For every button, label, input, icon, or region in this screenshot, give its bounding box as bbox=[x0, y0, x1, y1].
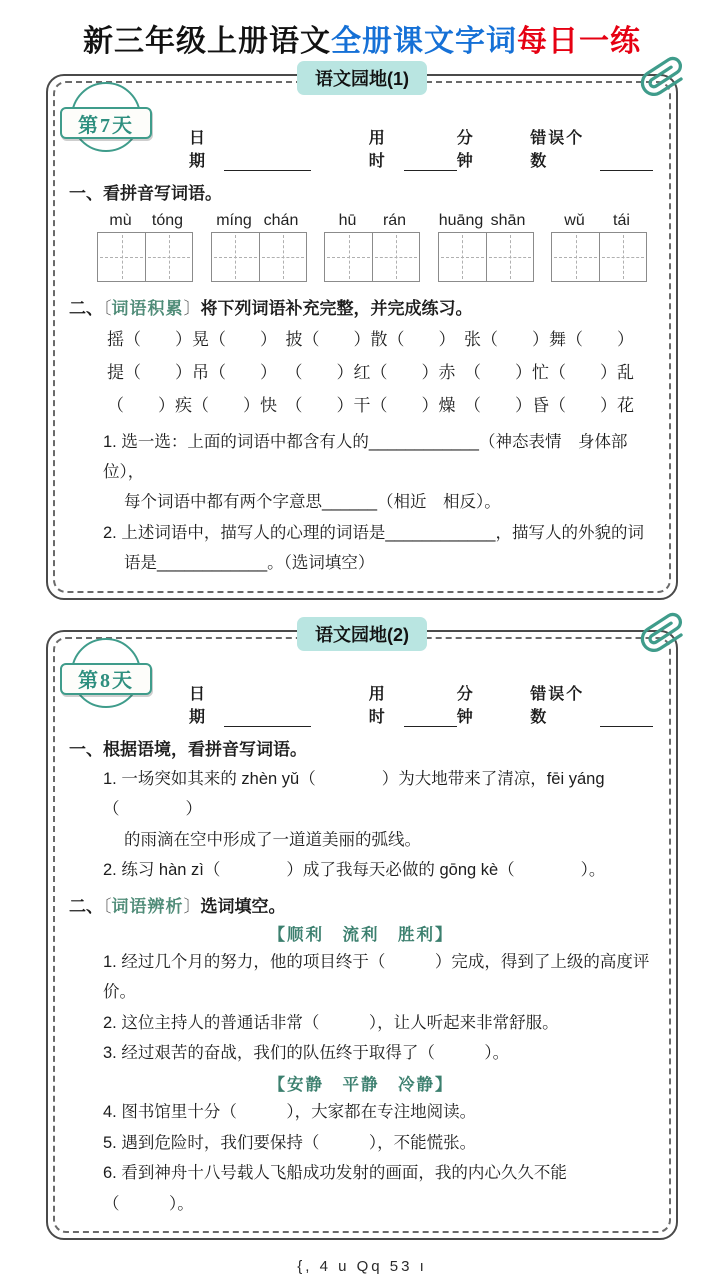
p2-item-2 bbox=[103, 855, 651, 886]
day-badge-label: 第7天 bbox=[60, 107, 152, 139]
bracket-open: 〔 bbox=[103, 299, 112, 318]
page-title-red: 每日一练 bbox=[517, 25, 641, 58]
writing-cell bbox=[98, 233, 145, 281]
paperclip-icon bbox=[636, 50, 691, 105]
errors-blank-line bbox=[600, 709, 653, 727]
question-line: 2. 上述词语中，描写人的心理的词语是____________，描写人的外貌的词 bbox=[103, 524, 644, 543]
page-title bbox=[0, 16, 724, 60]
section-tag: 词语辨析 bbox=[111, 896, 184, 916]
word-row bbox=[107, 389, 643, 422]
word-choice-group-2: 【安静 平静 冷静】 bbox=[268, 1074, 454, 1094]
panel2-inner-border bbox=[53, 637, 671, 1233]
section-number: 二、 bbox=[69, 299, 103, 318]
word-row bbox=[107, 356, 643, 389]
pinyin-word-group bbox=[97, 212, 193, 282]
p1-section2-title bbox=[69, 294, 653, 319]
pinyin-syllable: wǔ bbox=[564, 212, 585, 229]
word-item: （ ）红（ ）赤 bbox=[285, 363, 456, 383]
page-footer-text: {, 4 u Qq 53 ı bbox=[297, 1258, 427, 1275]
day-badge-label: 第8天 bbox=[60, 663, 152, 695]
p2-section2-title bbox=[69, 892, 653, 917]
p2-group1-items bbox=[103, 947, 651, 1069]
pinyin-syllable: tái bbox=[613, 212, 630, 229]
errors-label: 错误个数 bbox=[530, 130, 585, 170]
writing-cell bbox=[259, 233, 306, 281]
section-title-text: 将下列词语补充完整，并完成练习。 bbox=[200, 299, 473, 318]
question-line: 语是____________。（选词填空） bbox=[124, 554, 375, 573]
section-number: 二、 bbox=[69, 896, 103, 916]
writing-cell bbox=[486, 233, 533, 281]
day7-badge bbox=[60, 80, 152, 170]
word-item: 张（ ）舞（ ） bbox=[463, 330, 634, 349]
writing-cell bbox=[145, 233, 192, 281]
word-choice-group-1: 【顺利 流利 胜利】 bbox=[268, 924, 454, 944]
word-item: 提（ ）吊（ ） bbox=[107, 363, 277, 383]
writing-cell bbox=[212, 233, 259, 281]
errors-label: 错误个数 bbox=[530, 685, 585, 726]
pinyin-syllable: huāng bbox=[438, 212, 484, 229]
item-line: 2. 这位主持人的普通话非常（ ），让人听起来非常舒服。 bbox=[103, 1013, 559, 1032]
paperclip-icon bbox=[636, 606, 691, 661]
pinyin-word-group bbox=[438, 212, 534, 282]
p1-question-1 bbox=[103, 428, 649, 517]
date-blank-line bbox=[224, 153, 311, 171]
word-item: （ ）疾（ ）快 bbox=[107, 396, 277, 416]
item-line: 6. 看到神舟十八号载人飞船成功发射的画面，我的内心久久不能（ ）。 bbox=[103, 1164, 567, 1213]
worksheet-panel-day8 bbox=[46, 624, 678, 1240]
time-blank-line bbox=[404, 709, 457, 727]
errors-blank-line bbox=[600, 153, 653, 171]
item-line: 1. 一场突如其来的 zhèn yǔ（ ）为大地带来了清凉，fēi yáng（ ） bbox=[103, 769, 605, 819]
word-item: 摇（ ）晃（ ） bbox=[107, 330, 277, 349]
time-blank-line bbox=[404, 153, 457, 171]
page-title-blue: 全册课文字词 bbox=[331, 25, 517, 58]
pinyin-syllable: tóng bbox=[151, 212, 184, 229]
word-item: （ ）忙（ ）乱 bbox=[463, 363, 634, 383]
word-row bbox=[107, 323, 643, 356]
p2-section1-title: 一、根据语境，看拼音写词语。 bbox=[69, 739, 307, 759]
date-blank-line bbox=[224, 709, 311, 727]
panel2-title-badge: 语文园地(2) bbox=[297, 617, 427, 651]
page-title-black: 新三年级上册语文 bbox=[83, 25, 331, 58]
question-line: 每个词语中都有两个字意思______（相近 相反）。 bbox=[124, 492, 501, 511]
minutes-label: 分钟 bbox=[456, 130, 475, 170]
item-line: 2. 练习 hàn zì（ ）成了我每天必做的 gōng kè（ ）。 bbox=[103, 861, 606, 880]
panel1-header-fields bbox=[189, 125, 653, 171]
panel1-title-badge: 语文园地(1) bbox=[297, 61, 427, 95]
writing-cell bbox=[552, 233, 599, 281]
p2-item-1 bbox=[103, 764, 651, 856]
word-item: （ ）干（ ）燥 bbox=[285, 396, 456, 416]
date-label: 日期 bbox=[189, 685, 208, 726]
word-item: （ ）昏（ ）花 bbox=[463, 396, 634, 416]
pinyin-word-group bbox=[551, 212, 647, 282]
pinyin-word-group bbox=[324, 212, 420, 282]
time-label: 用时 bbox=[368, 130, 387, 170]
pinyin-word-group bbox=[211, 212, 307, 282]
question-line: 1. 选一选：上面的词语中都含有人的____________（神态表情 身体部位）， bbox=[103, 433, 628, 482]
pinyin-syllable: rán bbox=[382, 212, 407, 229]
word-item: 披（ ）散（ ） bbox=[285, 330, 456, 349]
writing-cell bbox=[372, 233, 419, 281]
section-title-text: 选词填空。 bbox=[200, 896, 286, 916]
writing-cell bbox=[439, 233, 486, 281]
panel2-header-fields bbox=[189, 681, 653, 727]
writing-cell bbox=[599, 233, 646, 281]
minutes-label: 分钟 bbox=[456, 685, 475, 726]
p1-section1-title: 一、看拼音写词语。 bbox=[69, 184, 222, 203]
pinyin-syllable: mù bbox=[109, 212, 132, 229]
time-label: 用时 bbox=[368, 685, 387, 726]
p2-group2-items bbox=[103, 1097, 651, 1219]
bracket-open: 〔 bbox=[103, 896, 112, 916]
item-line: 4. 图书馆里十分（ ），大家都在专注地阅读。 bbox=[103, 1102, 477, 1121]
bracket-close: 〕 bbox=[183, 896, 201, 916]
item-line: 的雨滴在空中形成了一道道美丽的弧线。 bbox=[124, 830, 421, 849]
section-tag: 词语积累 bbox=[111, 299, 184, 318]
pinyin-grid-row bbox=[97, 212, 647, 282]
item-line: 3. 经过艰苦的奋战，我们的队伍终于取得了（ ）。 bbox=[103, 1044, 510, 1063]
date-label: 日期 bbox=[189, 130, 208, 170]
day8-badge bbox=[60, 636, 152, 726]
bracket-close: 〕 bbox=[183, 299, 201, 318]
worksheet-panel-day7 bbox=[46, 69, 678, 600]
word-completion-rows bbox=[107, 323, 643, 422]
item-line: 1. 经过几个月的努力，他的项目终于（ ）完成，得到了上级的高度评价。 bbox=[103, 952, 650, 1002]
pinyin-syllable: shān bbox=[490, 212, 526, 229]
item-line: 5. 遇到危险时，我们要保持（ ），不能慌张。 bbox=[103, 1133, 477, 1152]
pinyin-syllable: míng bbox=[216, 212, 252, 229]
pinyin-syllable: chán bbox=[263, 212, 299, 229]
p1-question-2 bbox=[103, 519, 649, 578]
pinyin-syllable: hū bbox=[338, 212, 357, 229]
writing-cell bbox=[325, 233, 372, 281]
